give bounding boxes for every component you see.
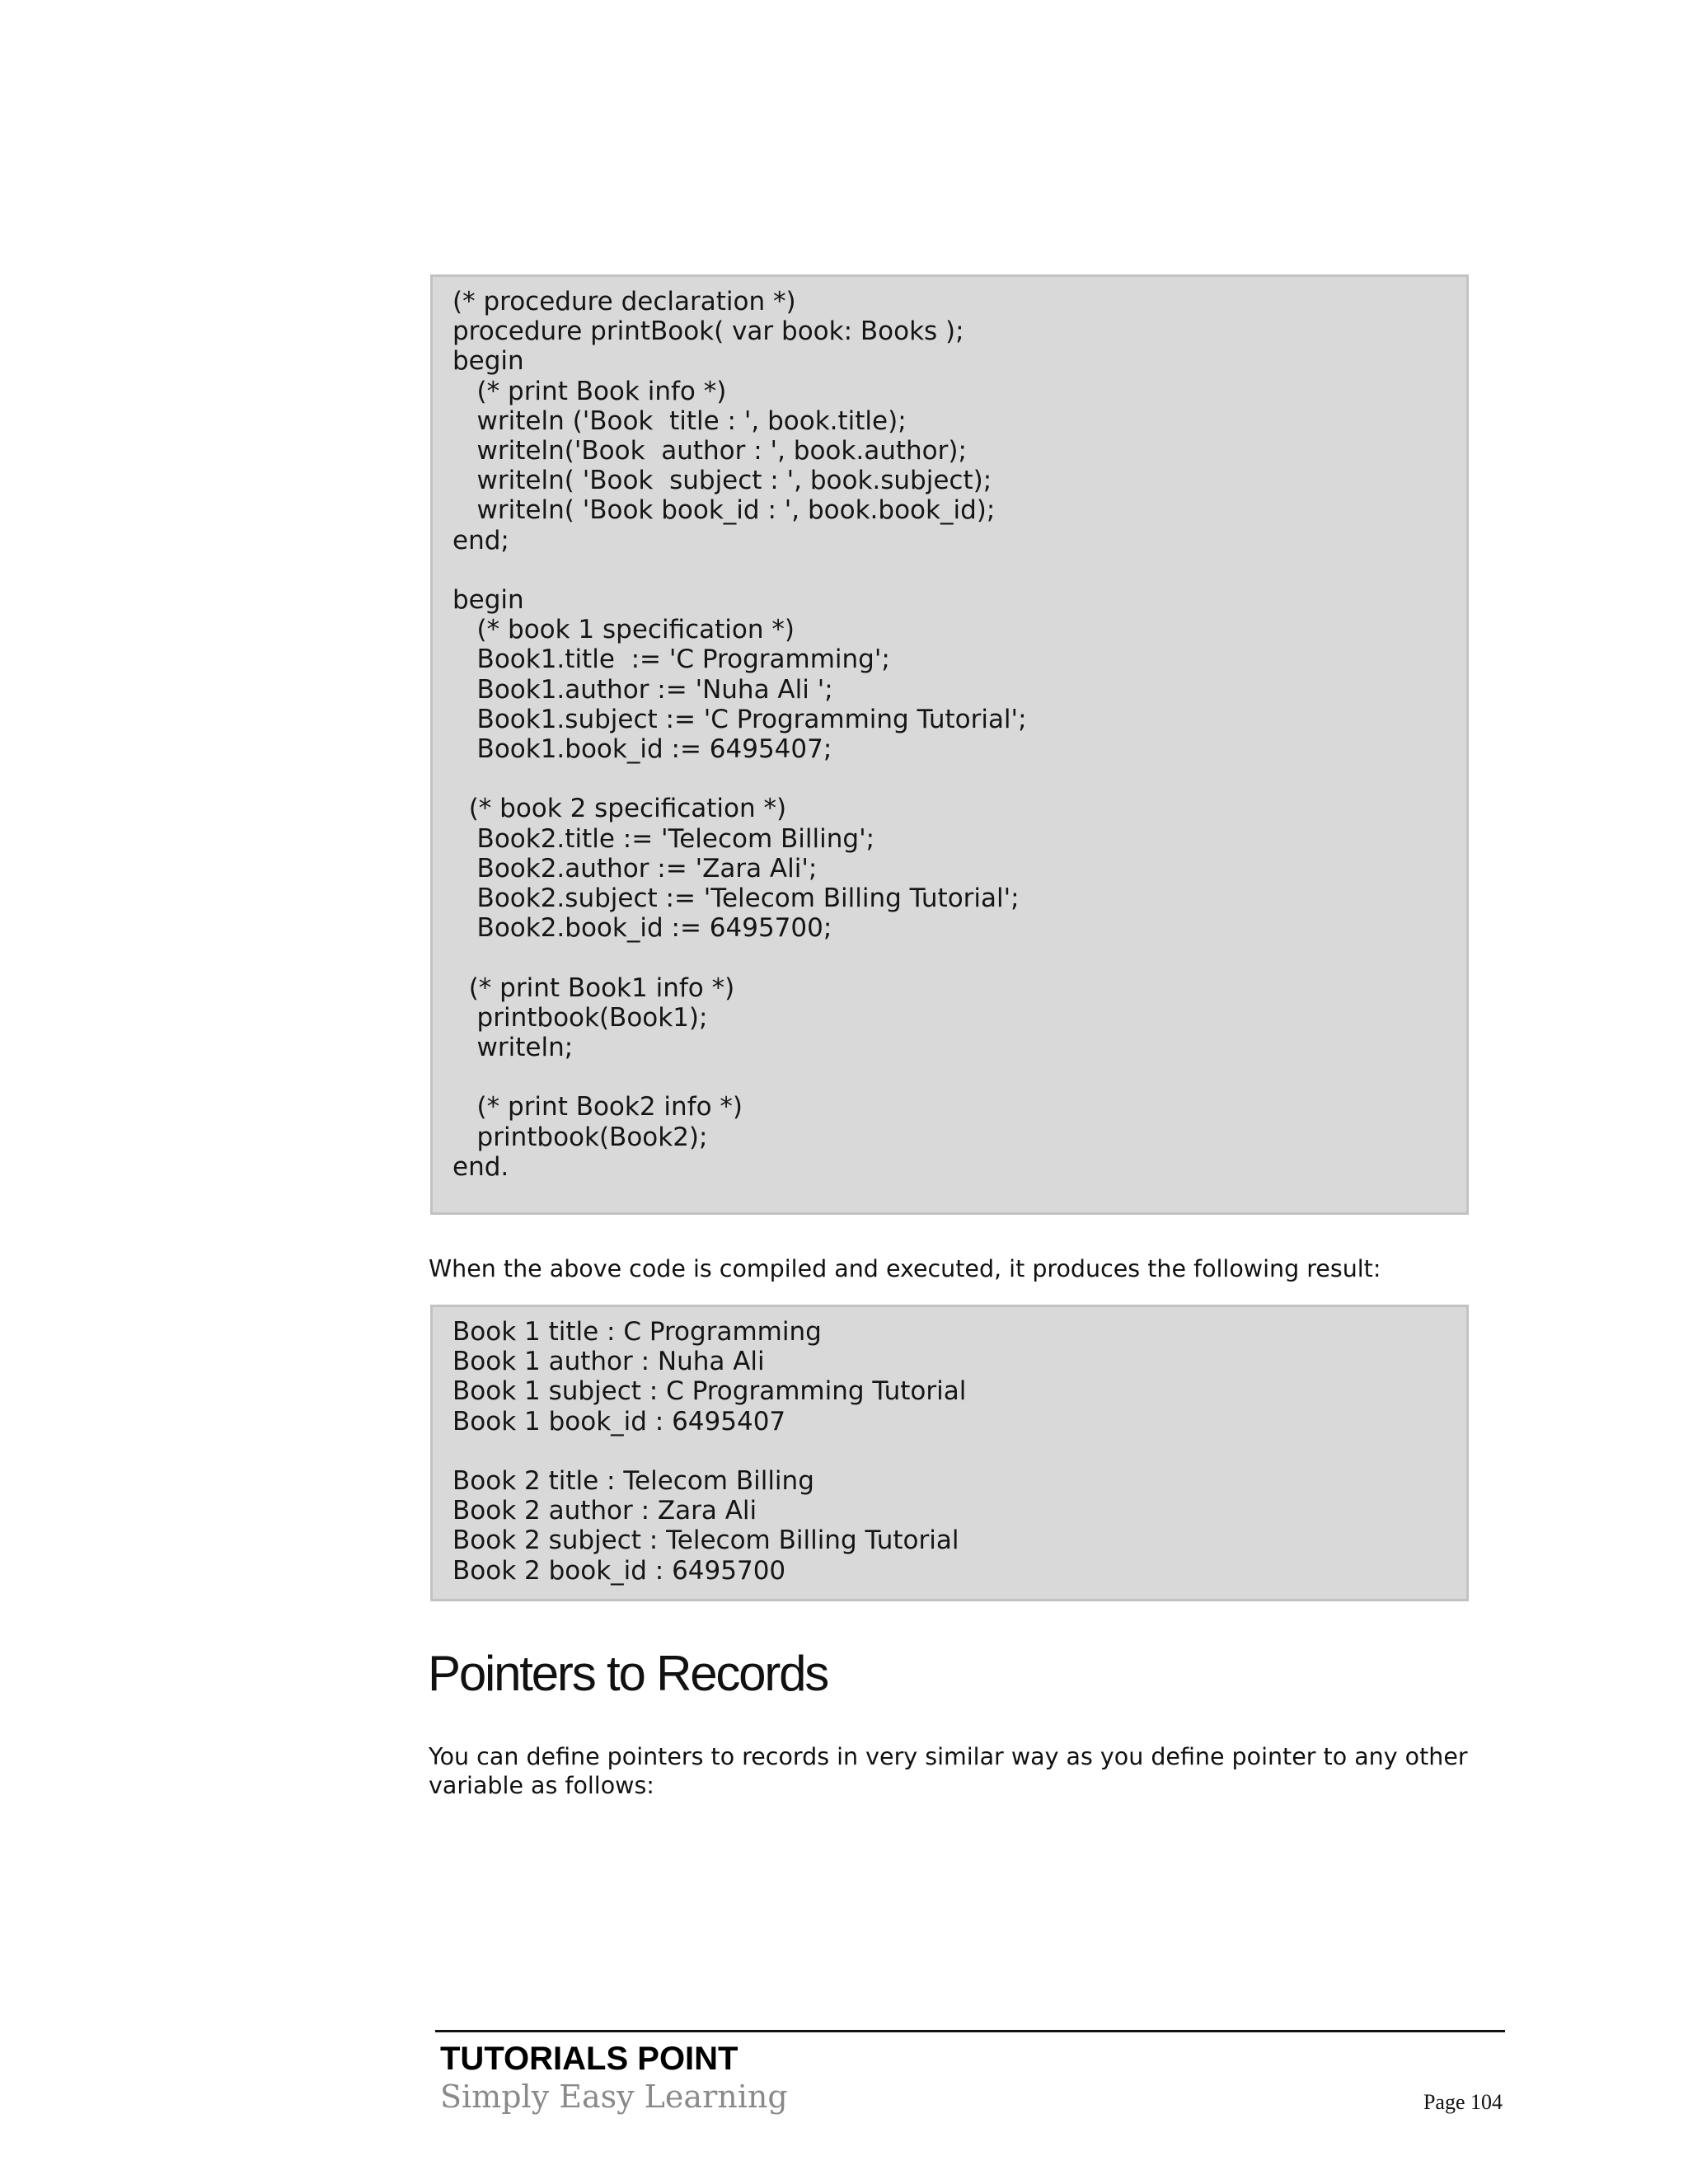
footer-tagline: Simply Easy Learning xyxy=(440,2079,788,2115)
section-paragraph: You can define pointers to records in very similar way as you define pointer to any other variable as follows: xyxy=(429,1743,1468,1799)
code-text-output: Book 1 title : C Programming Book 1 author : Nuha Ali Book 1 subject : C Programming Tutorial Book 1 book_id : 6495407 Book 2 title : Telecom Billing Book 2 author : Zara Ali Book 2 subject : Telecom Billing Tutorial Book 2 book_id : 6495700 xyxy=(452,1317,967,1586)
code-block-program xyxy=(430,274,1469,1215)
footer-brand: TUTORIALS POINT xyxy=(440,2041,738,2077)
result-intro-text: When the above code is compiled and executed, it produces the following result: xyxy=(429,1255,1381,1282)
footer-divider xyxy=(435,2030,1505,2032)
code-block-output xyxy=(430,1305,1469,1601)
section-heading: Pointers to Records xyxy=(428,1646,828,1701)
page-number: Page 104 xyxy=(1423,2090,1503,2114)
code-text-program: (* procedure declaration *) procedure printBook( var book: Books ); begin (* print Book info *) writeln ('Book title : ', book.title); writeln('Book author : ', book.author); writeln( 'Book subject : ', book.subject); writeln( 'Book book_id : ', book.book_id); end; begin (* book 1 specification *) Book1.title := 'C Programming'; Book1.author := 'Nuha Ali '; Book1.subject := 'C Programming Tutorial'; Book1.book_id := 6495407; (* book 2 specification *) Book2.title := 'Telecom Billing'; Book2.author := 'Zara Ali'; Book2.subject := 'Telecom Billing Tutorial'; Book2.book_id := 6495700; (* print Book1 info *) printbook(Book1); writeln; (* print Book2 info *) printbook(Book2); end. xyxy=(452,287,1027,1182)
